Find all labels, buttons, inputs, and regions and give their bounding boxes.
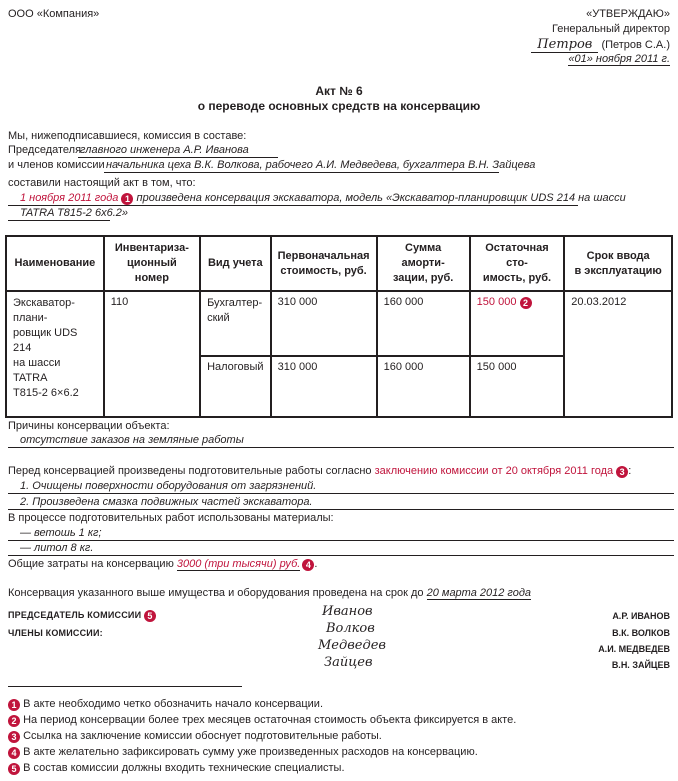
footnote-2 <box>8 714 516 727</box>
signature-volkov: Волков <box>326 621 375 636</box>
footnote-1 <box>8 698 323 711</box>
costs-label: Общие затраты на консервацию <box>8 558 177 570</box>
residual-value: 150 000 <box>476 296 517 308</box>
chair-label: Председателя <box>8 144 82 156</box>
footnote-text: На период консервации более трех месяцев остаточная стоимость объекта фиксируется в акте. <box>23 714 517 726</box>
members-label: и членов комиссии <box>8 159 105 171</box>
intro-line: Мы, нижеподписавшиеся, комиссия в составе: <box>8 130 247 142</box>
prep-reference: заключению комиссии от 20 октября 2011 года <box>374 465 614 477</box>
footnote-text: В состав комиссии должны входить технические специалисты. <box>23 762 345 774</box>
footnote-4 <box>8 746 478 759</box>
prep-text: Перед консервацией произведены подготовительные работы согласно <box>8 465 375 477</box>
costs-line: Общие затраты на консервацию 3000 (три тысячи) руб. 4 . <box>8 558 318 570</box>
footnote-marker-3: 3 <box>616 466 628 478</box>
material-item-2: — литол 8 кг. <box>20 542 94 554</box>
fact-date: 1 ноября 2011 года <box>20 192 119 204</box>
materials-label: В процессе подготовительных работ использованы материалы: <box>8 512 334 524</box>
footnote-3 <box>8 730 382 743</box>
director-signature-line <box>531 37 670 52</box>
footnote-marker-1: 1 <box>121 193 133 205</box>
footnote-number: 3 <box>8 731 20 743</box>
footnote-number: 2 <box>8 715 20 727</box>
cell-inventory: 110 <box>104 291 200 417</box>
assets-table <box>5 235 673 418</box>
signature-zaitsev: Зайцев <box>324 655 373 670</box>
act-subtitle: о переводе основных средств на консервацию <box>197 99 481 113</box>
signature-medvedev: Медведев <box>318 638 387 653</box>
footnote-number: 5 <box>8 763 20 775</box>
director-signature: Петров <box>531 37 598 53</box>
table-header-row <box>6 236 672 291</box>
material-item-1: — ветошь 1 кг; <box>20 527 102 539</box>
cell-asset-name: Экскаватор-плани- ровщик UDS 214 на шасси TATRA T815-2 6×6.2 <box>6 291 104 417</box>
fact-text-cont: TATRA T815-2 6x6.2» <box>20 207 129 219</box>
header-amortization: Сумма аморти- зации, руб. <box>377 236 470 291</box>
header-accounting-type: Вид учета <box>200 236 271 291</box>
header-inventory: Инвентариза- ционный номер <box>104 236 200 291</box>
approve-label: «УТВЕРЖДАЮ» <box>586 8 670 20</box>
table-row <box>6 291 672 356</box>
term-text: Консервация указанного выше имущества и оборудования проведена на срок до <box>8 587 427 599</box>
cell-date: 20.03.2012 <box>564 291 672 417</box>
footnote-number: 1 <box>8 699 20 711</box>
company-name: ООО «Компания» <box>8 8 100 20</box>
drafted-text: составили настоящий акт в том, что: <box>8 177 196 189</box>
director-position: Генеральный директор <box>552 23 670 35</box>
term-line <box>8 587 531 599</box>
term-date: 20 марта 2012 года <box>426 587 532 599</box>
name-volkov: В.К. ВОЛКОВ <box>612 628 670 638</box>
cell-amort: 160 000 <box>377 291 470 356</box>
name-zaitsev: В.Н. ЗАЙЦЕВ <box>611 660 670 670</box>
footnote-marker-5: 5 <box>144 610 156 622</box>
name-medvedev: А.И. МЕДВЕДЕВ <box>598 644 670 654</box>
footnote-text: В акте необходимо четко обозначить начало консервации. <box>23 698 323 710</box>
members-value: начальника цеха В.К. Волкова, рабочего А.И. Медведева, бухгалтера В.Н. Зайцева <box>106 159 536 171</box>
approval-date: «01» ноября 2011 г. <box>568 53 670 65</box>
chair-signature-label <box>8 610 156 622</box>
director-name: (Петров С.А.) <box>601 39 670 51</box>
fact-text: произведена консервация экскаватора, модель «Экскаватор-планировщик UDS 214 на шасси <box>133 192 626 204</box>
chair-value: главного инженера А.Р. Иванова <box>80 144 249 156</box>
header-initial-cost: Первоначальная стоимость, руб. <box>271 236 377 291</box>
prep-item-2: 2. Произведена смазка подвижных частей экскаватора. <box>20 496 313 508</box>
act-title: Акт № 6 <box>315 84 363 98</box>
footnote-marker-4: 4 <box>302 559 314 571</box>
fact-line <box>20 192 626 205</box>
cell-type: Налоговый <box>200 356 271 417</box>
cell-residual <box>470 291 565 356</box>
cell-residual: 150 000 <box>470 356 565 417</box>
cell-type: Бухгалтер- ский <box>200 291 271 356</box>
reasons-label: Причины консервации объекта: <box>8 420 170 432</box>
header-commission-date: Срок ввода в эксплуатацию <box>564 236 672 291</box>
prep-item-1: 1. Очищены поверхности оборудования от загрязнений. <box>20 480 317 492</box>
cell-initial: 310 000 <box>271 291 377 356</box>
members-signature-label: ЧЛЕНЫ КОМИССИИ: <box>8 628 103 638</box>
cell-amort: 160 000 <box>377 356 470 417</box>
cell-initial: 310 000 <box>271 356 377 417</box>
costs-value: 3000 (три тысячи) руб. <box>176 558 301 570</box>
signature-ivanov: Иванов <box>322 604 373 619</box>
name-ivanov: А.Р. ИВАНОВ <box>612 611 670 621</box>
chair-signature-label-text: ПРЕДСЕДАТЕЛЬ КОМИССИИ <box>8 610 142 620</box>
footnote-text: Ссылка на заключение комиссии обоснует подготовительные работы. <box>23 730 382 742</box>
header-residual: Остаточная сто- имость, руб. <box>470 236 565 291</box>
footnote-number: 4 <box>8 747 20 759</box>
footnote-text: В акте желательно зафиксировать сумму уже произведенных расходов на консервацию. <box>23 746 478 758</box>
prep-line: Перед консервацией произведены подготовительные работы согласно заключению комиссии от 20 октября 2011 года 3 : <box>8 465 632 477</box>
reasons-value: отсутствие заказов на земляные работы <box>20 434 244 446</box>
footnote-5 <box>8 762 345 775</box>
header-name: Наименование <box>6 236 104 291</box>
footnote-marker-2: 2 <box>520 297 532 309</box>
